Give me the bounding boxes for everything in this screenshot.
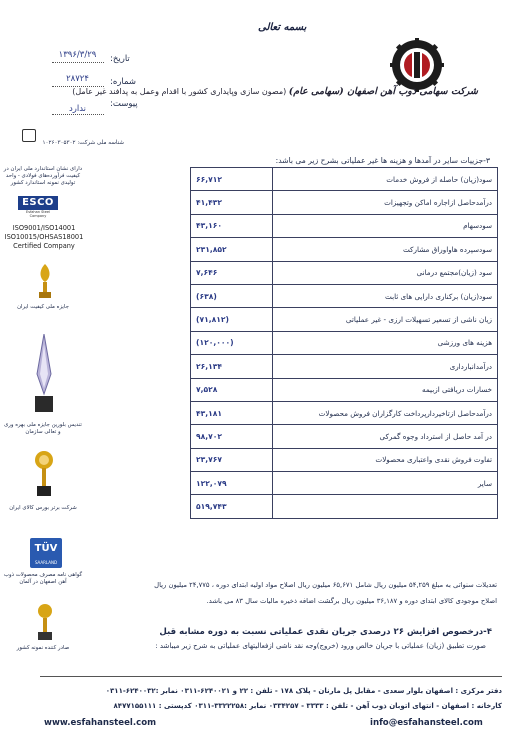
tuv-subtitle: SAARLAND: [34, 560, 58, 565]
iso-line-3: Certified Company: [13, 242, 75, 250]
row-amount: ۵۱۹,۷۴۳: [191, 495, 273, 518]
footer-divider: [40, 676, 502, 677]
tuv-cert-label: گواهی نامه مصرف محصولات ذوب آهن اصفهان در آلمان: [3, 572, 83, 585]
company-name: شرکت سهامی ذوب آهن اصفهان (سهامی عام): [288, 86, 478, 97]
national-id: شناسه ملی شرکت: ۱۰۲۶۰۳۰۵۳۰۲: [42, 140, 124, 146]
table-row: [191, 401, 498, 424]
row-description: در آمد حاصل از استرداد وجوه گمرکی: [273, 425, 498, 448]
row-amount: ۲۳,۷۶۷: [191, 448, 273, 471]
row-description: درآمدحاصل ازاجاره اماکن وتجهیزات: [273, 191, 498, 214]
date-label: تاریخ:: [110, 54, 130, 64]
attachment-label: پیوست:: [110, 99, 138, 109]
section-4-subtitle: صورت تطبیق (زیان) عملیاتی با جریان خالص ورود (خروج)وجه نقد ناشی ازفعالیتهای عملیاتی به شرح زیر میباشد :: [155, 642, 486, 650]
number-label: شماره:: [110, 77, 137, 87]
row-description: [273, 495, 498, 518]
stock-award-trophy-icon: [34, 448, 54, 498]
esco-subtitle: Esfahan Steel Company: [26, 210, 50, 218]
company-note: (مصون سازی وپایداری کشور با اقدام وعمل به پدافند غیر عامل): [72, 87, 287, 96]
attachment-underline: [52, 114, 104, 115]
row-amount: (۱۲۰,۰۰۰): [191, 331, 273, 354]
table-row: [191, 284, 498, 307]
row-description: سود(زیان) حاصله از فروش خدمات: [273, 168, 498, 191]
standard-cert-text: دارای نشان استاندارد ملی ایران در کیفیت فرآورده‌های فولادی - واحد تولیدی نمونه استاندارد کشور: [3, 166, 83, 186]
iso-line-1: ISO9001/ISO14001: [12, 224, 76, 232]
row-description: سایر: [273, 472, 498, 495]
quality-award-trophy-icon: [36, 262, 54, 300]
row-description: درآمدانبارداری: [273, 355, 498, 378]
table-row: [191, 308, 498, 331]
head-office-address: دفتر مرکزی : اصفهان بلوار سعدی - مقابل پل مارنان - پلاک ۱۷۸ - تلفن : ۲۲ و ۶۲۴۰۰۲۱-۰۳۱۱ نمابر :۶۲۴۰۰۳۲-۰۳۱۱: [105, 687, 502, 695]
row-amount: ۴۳,۱۶۰: [191, 214, 273, 237]
date-underline: [52, 62, 104, 63]
row-description: سودسپرده هاواوراق مشارکت: [273, 238, 498, 261]
tuv-title: TÜV: [34, 543, 58, 554]
table-row: [191, 261, 498, 284]
email-link[interactable]: info@esfahansteel.com: [370, 718, 483, 728]
row-amount: ۶۶,۷۱۲: [191, 168, 273, 191]
section-4-title: ۴-درخصوص افزایش ۲۶ درصدی جریان نقدی عملیاتی نسبت به دوره مشابه قبل: [159, 627, 492, 637]
row-description: هزینه های ورزشی: [273, 331, 498, 354]
row-amount: ۱۲۲,۰۷۹: [191, 472, 273, 495]
crystal-award-icon: [33, 334, 55, 414]
row-description: سودسهام: [273, 214, 498, 237]
company-header: [72, 86, 478, 97]
export-award-label: صادر کننده نمونه کشور: [16, 645, 70, 651]
tuv-logo: [30, 538, 62, 568]
basmala: بسمه تعالی: [258, 22, 307, 33]
table-row: [191, 214, 498, 237]
website-link[interactable]: www.esfahansteel.com: [44, 718, 157, 728]
table-row: [191, 495, 498, 518]
row-amount: ۲۶,۱۳۴: [191, 355, 273, 378]
table-row: [191, 472, 498, 495]
factory-address: کارخانه : اصفهان - انتهای اتوبان ذوب آهن - تلفن : ۳۳۳۳ - ۰۳۳۴۲۵۷ نمابر :۳۳۲۲۲۵۸-۰۳۱۱ کدپستی : ۸۴۷۷۱۵۵۱۱۱: [113, 702, 502, 710]
row-amount: ۷,۶۴۶: [191, 261, 273, 284]
row-amount: (۶۳۸): [191, 284, 273, 307]
quality-award-label: جایزه ملی کیفیت ایران: [17, 304, 69, 310]
export-award-icon: [36, 602, 54, 642]
iso-line-2: ISO10015/OHSAS18001: [4, 233, 84, 241]
table-row: [191, 448, 498, 471]
number-underline: [52, 86, 104, 87]
table-row: [191, 191, 498, 214]
date-value: ۱۳۹۶/۳/۲۹: [58, 50, 97, 60]
table-row: [191, 168, 498, 191]
table-row: [191, 238, 498, 261]
row-amount: ۲۳۱,۸۵۲: [191, 238, 273, 261]
company-logo: [390, 38, 444, 92]
attachment-value: ندارد: [68, 104, 87, 114]
esco-logo: ESCO: [18, 196, 58, 210]
row-amount: (۷۱,۸۱۲): [191, 308, 273, 331]
table-row: [191, 355, 498, 378]
row-amount: ۹۸,۷۰۲: [191, 425, 273, 448]
adjustment-note-line-2: اصلاح موجودی کالای ابتدای دوره و ۳۶,۱۸۷ میلیون ریال برگشت اضافه ذخیره مالیات سال ۸۳ می باشد.: [206, 597, 497, 605]
row-description: سود(زیان) برکناری دارایی های ثابت: [273, 284, 498, 307]
stock-award-label: شرکت برتر بورس کالای ایران: [9, 505, 77, 511]
row-description: خسارات دریافتی ازبیمه: [273, 378, 498, 401]
row-description: تفاوت فروش نقدی واعتباری محصولات: [273, 448, 498, 471]
row-amount: ۴۳,۱۸۱: [191, 401, 273, 424]
number-value: ۲۸۷۲۴: [66, 74, 89, 84]
row-description: سود (زیان)مجتمع درمانی: [273, 261, 498, 284]
row-description: زیان ناشی از تسعیر تسهیلات ارزی - غیر عملیاتی: [273, 308, 498, 331]
section-3-title: ۳-جزییات سایر در آمدها و هزینه ها غیر عملیاتی بشرح زیر می باشد:: [275, 156, 490, 165]
row-amount: ۴۱,۴۳۲: [191, 191, 273, 214]
row-description: درآمدحاصل ازتاخیردارپرداخت کارگزاران فروش محصولات: [273, 401, 498, 424]
row-amount: ۷,۵۲۸: [191, 378, 273, 401]
adjustment-note-line-1: تعدیلات سنواتی به مبلغ ۵۴,۲۵۹ میلیون ریال شامل ۶۵,۶۷۱ میلیون ریال اصلاح مواد اولیه ابتدای دوره ، ۲۴,۷۷۵ میلیون ریال: [154, 581, 497, 589]
table-row: [191, 331, 498, 354]
income-expense-table: [190, 167, 498, 519]
table-row: [191, 378, 498, 401]
table-row: [191, 425, 498, 448]
crystal-award-label: تندیس بلورین جایزه ملی بهره وری و تعالی سازمان: [4, 422, 82, 435]
